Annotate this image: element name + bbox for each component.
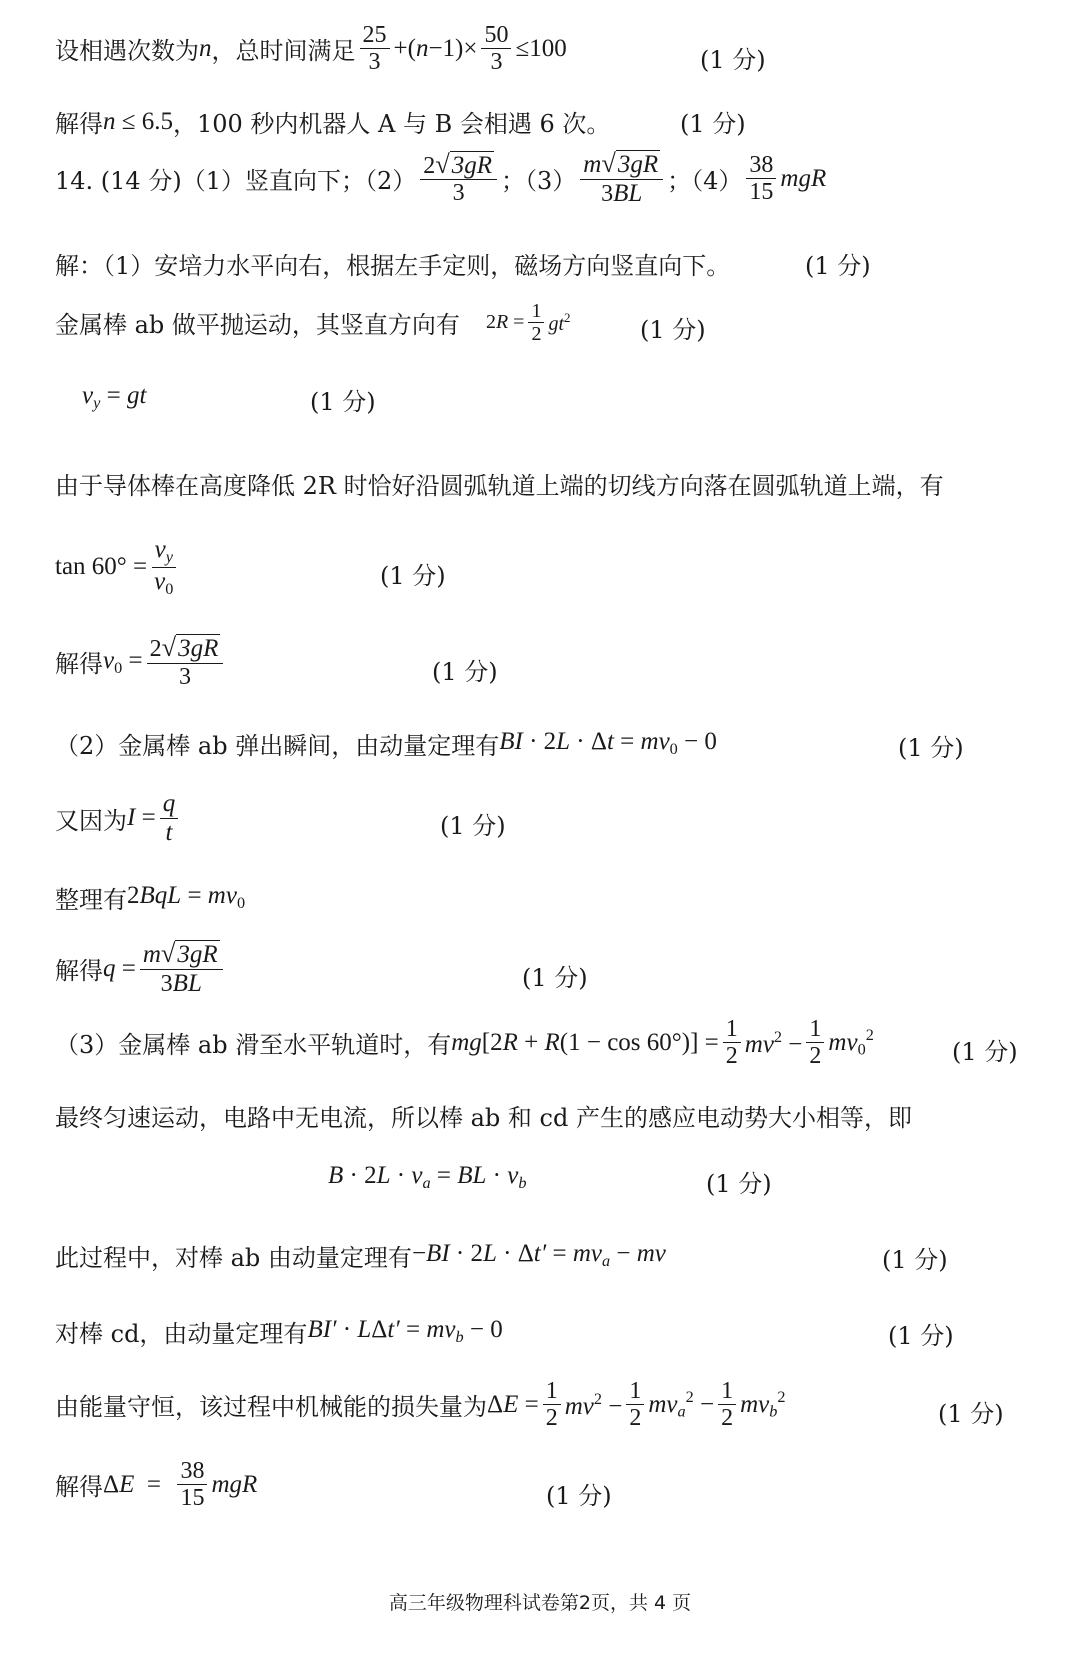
line-4 <box>55 246 1040 281</box>
score: (1 分) <box>882 1246 948 1274</box>
text: 解：（1）安培力水平向右，根据左手定则，磁场方向竖直向下。 <box>55 252 731 280</box>
text: 此过程中，对棒 ab 由动量定理有 <box>55 1244 412 1272</box>
text: 解得 <box>55 650 103 679</box>
formula: mgR <box>780 164 827 192</box>
line-11 <box>55 790 1040 846</box>
formula: +(n−1)× <box>393 34 478 62</box>
formula: $\frac{v_y}{v_0}$ <box>151 536 176 599</box>
formula: I = <box>127 804 156 831</box>
formula: m √ 3gR 3BL <box>580 150 663 207</box>
formula: $v_0$ = <box>103 646 143 677</box>
score: (1 分) <box>938 1400 1004 1428</box>
formula: tan 60° = <box>55 553 148 581</box>
score: (1 分) <box>888 1322 954 1350</box>
line-6 <box>82 382 1040 413</box>
text: 整理有 <box>55 886 127 914</box>
score: (1 分) <box>700 46 766 74</box>
score: (1 分) <box>952 1038 1018 1066</box>
formula: $gt^2$ <box>548 309 571 335</box>
text: 解得 <box>55 110 103 138</box>
text: ，总时间满足 <box>211 37 356 66</box>
formula: $2BqL = mv_0$ <box>127 882 246 912</box>
line-2 <box>55 104 1040 139</box>
formula: $\frac{1}{2}$ <box>723 1016 741 1070</box>
formula: 2R = <box>485 311 525 333</box>
formula: m √ 3gR 3BL <box>140 940 223 997</box>
formula: $-BI \cdot 2L \cdot \Delta t' = mv_a$ − mv <box>411 1240 666 1270</box>
score: (1 分) <box>706 1170 772 1198</box>
line-7 <box>55 466 1040 501</box>
formula: $\frac{38}{15}$ <box>746 152 776 206</box>
formula: $mv_a^2$ − <box>648 1388 715 1421</box>
score: (1 分) <box>805 252 871 280</box>
score: (1 分) <box>440 812 506 840</box>
score: (1 分) <box>546 1482 612 1510</box>
formula: $BI' \cdot L\Delta t' = mv_b - 0$ <box>307 1316 503 1346</box>
score: (1 分) <box>522 964 588 992</box>
score: (1 分) <box>640 316 706 344</box>
formula: mgR <box>211 1470 258 1498</box>
line-8 <box>55 536 1040 599</box>
text: ；（3） <box>501 167 577 195</box>
formula: $mv_0^2$ <box>828 1026 874 1059</box>
formula: ΔE = <box>487 1390 539 1418</box>
score: (1 分) <box>310 388 376 416</box>
text: 由于导体棒在高度降低 2R 时恰好沿圆弧轨道上端的切线方向落在圆弧轨道上端，有 <box>55 472 944 500</box>
text: 14. (14 分)（1）竖直向下；（2） <box>55 167 417 195</box>
text: ；（4） <box>667 167 743 195</box>
formula: mg[2R + R(1 − cos 60°)] = <box>451 1028 719 1056</box>
text: （3）金属棒 ab 滑至水平轨道时，有 <box>55 1031 452 1060</box>
score: (1 分) <box>380 562 446 590</box>
formula: $mv_b^2$ <box>740 1388 786 1421</box>
text: 设相遇次数为 <box>55 37 199 66</box>
line-12 <box>55 880 1040 915</box>
formula: $mv^2$ − <box>744 1027 803 1058</box>
formula: $\frac{1}{2}$ <box>626 1378 644 1432</box>
formula: n ≤ 6.5 <box>103 107 173 135</box>
formula: 2 √ 3gR 3 <box>420 151 497 207</box>
formula: $\frac{1}{2}$ <box>806 1016 824 1070</box>
formula: $\frac{25}{3}$ <box>360 22 390 76</box>
line-14 <box>55 1016 1040 1070</box>
text: 又因为 <box>55 806 127 835</box>
formula: 2 √ 3gR 3 <box>147 634 224 690</box>
score: (1 分) <box>432 658 498 686</box>
line-15 <box>55 1098 1040 1133</box>
line-10 <box>55 726 1040 761</box>
formula: $B \cdot 2L \cdot v_a$ = BL · $v_b$ <box>328 1162 527 1192</box>
line-1 <box>55 22 1040 76</box>
page-footer: 高三年级物理科试卷第2页，共 4 页 <box>388 1592 692 1614</box>
formula: $\frac{1}{2}$ <box>528 300 544 345</box>
formula: $\frac{1}{2}$ <box>543 1378 561 1432</box>
line-9 <box>55 634 1040 690</box>
line-16 <box>328 1162 1040 1193</box>
text: 解得 <box>55 957 103 985</box>
formula: $\frac{50}{3}$ <box>481 22 511 76</box>
formula: ΔE = <box>103 1470 174 1498</box>
formula: ≤100 <box>515 34 567 62</box>
text: 最终匀速运动，电路中无电流，所以棒 ab 和 cd 产生的感应电动势大小相等，即 <box>55 1104 912 1132</box>
formula: $\frac{1}{2}$ <box>718 1378 736 1432</box>
score: (1 分) <box>898 734 964 762</box>
text: 金属棒 ab 做平抛运动，其竖直方向有 <box>55 311 460 339</box>
text: （2）金属棒 ab 弹出瞬间，由动量定理有 <box>55 732 500 760</box>
text: 解得 <box>55 1473 103 1502</box>
formula: $mv^2$ − <box>564 1389 623 1420</box>
text: 由能量守恒，该过程中机械能的损失量为 <box>55 1393 487 1422</box>
formula: $v_y$ = gt <box>82 382 147 412</box>
formula: n <box>199 34 212 62</box>
line-3 <box>55 150 1040 207</box>
formula: q = <box>103 954 136 982</box>
line-19 <box>55 1378 1040 1432</box>
formula: BI · $2L \cdot \Delta t = mv_0 - 0$ <box>499 728 717 758</box>
formula: $\frac{38}{15}$ <box>177 1458 207 1512</box>
formula: $\frac{q}{t}$ <box>160 790 179 846</box>
text: ，100 秒内机器人 A 与 B 会相遇 6 次。 <box>172 110 611 138</box>
line-5 <box>55 300 1040 345</box>
score: (1 分) <box>680 110 746 138</box>
text: 对棒 cd，由动量定理有 <box>55 1320 308 1348</box>
